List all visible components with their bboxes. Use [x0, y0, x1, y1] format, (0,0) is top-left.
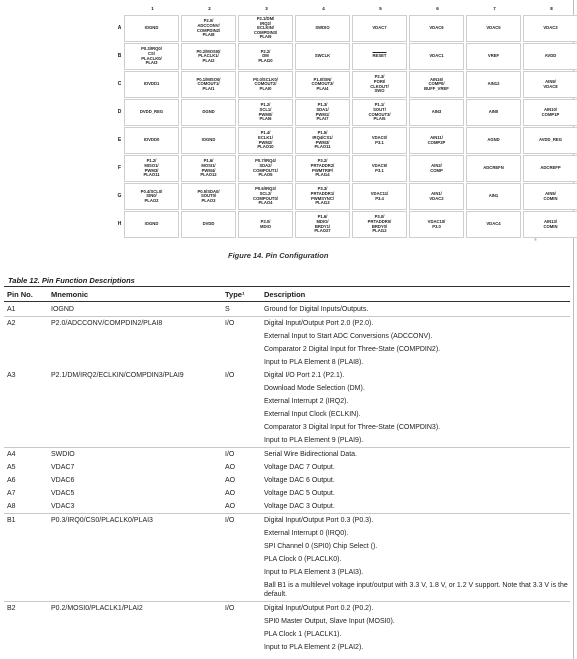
- pin-cell: P3.2/ PRTADDR2/ PWMTRIP/ PLAI14: [295, 155, 350, 182]
- cell-type: I/O: [225, 605, 235, 612]
- description-line: Voltage DAC 6 Output.: [264, 477, 335, 484]
- cell-mnemonic: VDAC7: [51, 464, 75, 471]
- pin-cell: VDAC4: [466, 211, 521, 238]
- pin-row-b: [116, 43, 577, 71]
- pin-cell: IOVDD1: [124, 71, 179, 98]
- description-line: External Input Clock (ECLKIN).: [264, 411, 361, 418]
- description-line: Digital I/O Port 2.1 (P2.1).: [264, 372, 345, 379]
- description-line: Digital Input/Output Port 0.3 (P0.3).: [264, 517, 374, 524]
- pin-cell: IOVDD0: [124, 127, 179, 154]
- pin-cell: AIN9/ VDAC8: [523, 71, 577, 98]
- cell-type: I/O: [225, 451, 235, 458]
- cell-pin-no: A7: [7, 490, 16, 497]
- description-line: Comparator 3 Digital Input for Three-State (COMPDIN3).: [264, 424, 441, 431]
- pin-cell: P1.2/ MISO1/ PWM3/ PLAO11: [124, 155, 179, 182]
- header-description: Description: [264, 290, 306, 299]
- cell-pin-no: A5: [7, 464, 16, 471]
- pin-cell: P2.0/ ADCCONV/ COMPDIN2/ PLAI8: [181, 15, 236, 42]
- description-line: SPI Channel 0 (SPI0) Chip Select ().: [264, 543, 378, 550]
- pin-cell: AIN12: [466, 71, 521, 98]
- pin-cell: P1.0/SIN/ COMOUT3/ PLAI4: [295, 71, 350, 98]
- pin-row-d: [116, 99, 577, 127]
- pin-row-c: [116, 71, 577, 99]
- pin-cell: P0.2/MOSI0/ PLACLK1/ PLAI2: [181, 43, 236, 70]
- pin-cell: P2.3/ PORI/ CLKOUT/ SWO: [352, 71, 407, 98]
- pin-cell: P1.4/ ECLK1/ PWM2/ PLAO10: [238, 127, 293, 154]
- cell-pin-no: A6: [7, 477, 16, 484]
- pin-cell: P1.6/ MOSI1/ PWM4/ PLAO12: [181, 155, 236, 182]
- cell-description: [264, 303, 570, 316]
- pin-cell: P0.3/IRQ0/ CS/ PLACLK0/ PLAI3: [124, 43, 179, 70]
- pin-cell: P2.2/ DM PLAI10: [238, 43, 293, 70]
- column-number: 1: [151, 6, 154, 11]
- pin-cell: P0.1/MISO0/ COMOUT1/ PLAI1: [181, 71, 236, 98]
- pin-cell: IOGND: [124, 211, 179, 238]
- row-letter: B: [117, 53, 122, 59]
- pin-cell: AVDD_REG: [523, 127, 577, 154]
- description-line: Serial Wire Bidirectional Data.: [264, 451, 357, 458]
- description-line: External Interrupt 2 (IRQ2).: [264, 398, 349, 405]
- cell-mnemonic: P0.3/IRQ0/CS0/PLACLK0/PLAI3: [51, 517, 153, 524]
- row-letter: A: [117, 25, 122, 31]
- cell-type: AO: [225, 490, 236, 497]
- cell-description: [264, 474, 570, 487]
- description-line: Input to PLA Element 3 (PLAI3).: [264, 569, 364, 576]
- cell-type: AO: [225, 477, 236, 484]
- column-number: 5: [379, 6, 382, 11]
- pin-cell: P0.0/SCLK0/ COMOUT2/ PLAI0: [238, 71, 293, 98]
- pin-cell: AIN11/ COMP2P: [409, 127, 464, 154]
- figure-caption: Figure 14. Pin Configuration: [228, 251, 329, 260]
- description-line: PLA Clock 0 (PLACLK0).: [264, 556, 342, 563]
- pin-cell: P1.5/ IRQ4/CS1/ PWM3/ PLAO11: [295, 127, 350, 154]
- pin-cell: VREF: [466, 43, 521, 70]
- pin-cell: AIN1/ VDAC2: [409, 183, 464, 210]
- header-mnemonic: Mnemonic: [51, 290, 89, 299]
- cell-description: [264, 317, 570, 369]
- column-number: 7: [493, 6, 496, 11]
- cell-mnemonic: P2.1/DM/IRQ2/ECLKIN/COMPDIN3/PLAI9: [51, 372, 184, 379]
- pin-cell: IOGND: [181, 127, 236, 154]
- pin-cell: DGND: [181, 99, 236, 126]
- cell-type: I/O: [225, 320, 235, 327]
- cell-description: [264, 448, 570, 461]
- pin-cell: DVDD: [181, 211, 236, 238]
- pin-cell: P1.6/ MDIO/ BRDY1/ PLAO27: [295, 211, 350, 238]
- pin-cell: P0.6/IRQ3/ SCL2/ COMPOUT0/ PLAO4: [238, 183, 293, 210]
- pin-cell: AIN10/ COMP1P: [523, 99, 577, 126]
- row-letter: F: [117, 165, 122, 171]
- table-header-rule: [4, 301, 570, 302]
- column-number: 3: [265, 6, 268, 11]
- pin-cell: VDAC6: [409, 15, 464, 42]
- pin-cell: VDAC10/ P3.0: [409, 211, 464, 238]
- description-line: Ball B1 is a multilevel voltage input/output with 3.3 V, 1.8 V, or 1.2 V support. Note that 3.3 V is the default.: [264, 582, 568, 598]
- cell-description: [264, 369, 570, 447]
- row-letter: D: [117, 109, 122, 115]
- cell-type: AO: [225, 503, 236, 510]
- pin-cell: SWCLK: [295, 43, 350, 70]
- pin-cell: VDAC7: [352, 15, 407, 42]
- row-letter: G: [117, 193, 122, 199]
- cell-mnemonic: VDAC3: [51, 503, 75, 510]
- column-number: 8: [550, 6, 553, 11]
- cell-pin-no: A8: [7, 503, 16, 510]
- description-line: Input to PLA Element 2 (PLAI2).: [264, 644, 364, 651]
- pin-row-e: [116, 127, 577, 155]
- pin-cell: P2.1/DM/ IRQ2/ ECLKIN/ COMPDIN3/ PLAI9: [238, 15, 293, 42]
- description-line: Ground for Digital Inputs/Outputs.: [264, 306, 369, 313]
- column-number: 2: [208, 6, 211, 11]
- cell-mnemonic: VDAC6: [51, 477, 75, 484]
- pin-cell: P1.2/ SCL1/ PWM0/ PLAI6: [238, 99, 293, 126]
- cell-description: [264, 461, 570, 474]
- column-numbers: [124, 6, 577, 14]
- pin-cell: P0.4/SCL0/ SIN0/ PLAO2: [124, 183, 179, 210]
- description-line: Digital Input/Output Port 2.0 (P2.0).: [264, 320, 374, 327]
- pin-cell: AIN3: [409, 99, 464, 126]
- pin-cell: P3.3/ PRTADDR1/ PWMSYNC/ PLAI13: [295, 183, 350, 210]
- row-letter: C: [117, 81, 122, 87]
- description-line: Download Mode Selection (DM).: [264, 385, 365, 392]
- cell-mnemonic: SWDIO: [51, 451, 75, 458]
- description-line: Voltage DAC 3 Output.: [264, 503, 335, 510]
- description-line: External Input to Start ADC Conversions (ADCCONV).: [264, 333, 433, 340]
- cell-pin-no: A4: [7, 451, 16, 458]
- pin-row-f: [116, 155, 577, 183]
- cell-type: I/O: [225, 372, 235, 379]
- pin-row-h: [116, 211, 577, 239]
- pin-cell: VDAC1: [409, 43, 464, 70]
- pin-row-a: [116, 15, 577, 43]
- pin-cell: P3.0/ PRTADDR0/ BRDY0/ PLAI12: [352, 211, 407, 238]
- column-number: 6: [436, 6, 439, 11]
- pin-cell: AIN13/ COMIN: [523, 211, 577, 238]
- pin-cell: ADCREFN: [466, 155, 521, 182]
- table-top-rule: [4, 286, 570, 287]
- pin-cell: P1.3/ SDA1/ PWM1/ PLAI7: [295, 99, 350, 126]
- cell-pin-no: A1: [7, 306, 16, 313]
- description-line: Digital Input/Output Port 0.2 (P0.2).: [264, 605, 374, 612]
- pin-cell: P0.7/IRQ4/ SDA2/ COMPOUT1/ PLAO5: [238, 155, 293, 182]
- table-title: Table 12. Pin Function Descriptions: [8, 276, 135, 285]
- description-line: Input to PLA Element 8 (PLAI8).: [264, 359, 364, 366]
- pin-cell: SWDIO: [295, 15, 350, 42]
- description-line: External Interrupt 0 (IRQ0).: [264, 530, 349, 537]
- pin-cell: AIN0: [466, 99, 521, 126]
- pin-cell: AIN16/ COMP0/ BUFF_VREF: [409, 71, 464, 98]
- description-line: SPI0 Master Output, Slave Input (MOSI0).: [264, 618, 395, 625]
- cell-mnemonic: P0.2/MOSI0/PLACLK1/PLAI2: [51, 605, 143, 612]
- pin-cell: VDAC0/ P3.1: [352, 127, 407, 154]
- pin-cell: AIN2/ COMP: [409, 155, 464, 182]
- pin-cell: P1.1/ SOUT/ COMOUT3/ PLAI5: [352, 99, 407, 126]
- pin-row-g: [116, 183, 577, 211]
- pin-cell: ADCREFP: [523, 155, 577, 182]
- cell-mnemonic: P2.0/ADCCONV/COMPDIN2/PLAI8: [51, 320, 163, 327]
- cell-pin-no: A2: [7, 320, 16, 327]
- pin-cell: VDAC3: [523, 15, 577, 42]
- pin-cell: AGND: [466, 127, 521, 154]
- pin-cell: P0.5/SDA0/ SOUT0/ PLAO3: [181, 183, 236, 210]
- description-line: Input to PLA Element 9 (PLAI9).: [264, 437, 364, 444]
- header-pin-no: Pin No.: [7, 290, 33, 299]
- description-line: Voltage DAC 7 Output.: [264, 464, 335, 471]
- pin-cell: AVDD: [523, 43, 577, 70]
- cell-description: [264, 602, 570, 654]
- cell-mnemonic: VDAC5: [51, 490, 75, 497]
- cell-mnemonic: IOGND: [51, 306, 74, 313]
- pin-cell: IOGND: [124, 15, 179, 42]
- cell-type: I/O: [225, 517, 235, 524]
- cell-pin-no: A3: [7, 372, 16, 379]
- cell-type: AO: [225, 464, 236, 471]
- cell-description: [264, 487, 570, 500]
- cell-description: [264, 514, 570, 601]
- row-letter: H: [117, 221, 122, 227]
- cell-pin-no: B1: [7, 517, 16, 524]
- figure-marker: ®: [534, 237, 537, 242]
- column-number: 4: [322, 6, 325, 11]
- pin-cell: DVDD_REG: [124, 99, 179, 126]
- description-line: PLA Clock 1 (PLACLK1).: [264, 631, 342, 638]
- pin-cell: AIN1: [466, 183, 521, 210]
- cell-type: S: [225, 306, 230, 313]
- pin-cell: VDAC9/ P3.1: [352, 155, 407, 182]
- row-letter: E: [117, 137, 122, 143]
- description-line: Comparator 2 Digital Input for Three-State (COMPDIN2).: [264, 346, 441, 353]
- description-line: Voltage DAC 5 Output.: [264, 490, 335, 497]
- cell-pin-no: B2: [7, 605, 16, 612]
- pin-cell: RESET: [352, 43, 407, 70]
- cell-description: [264, 500, 570, 513]
- pin-cell: VDAC5: [466, 15, 521, 42]
- pin-cell: AIN5/ COMIN: [523, 183, 577, 210]
- pin-cell: P3.0/ MDIO: [238, 211, 293, 238]
- pin-cell: VDAC11/ P3.4: [352, 183, 407, 210]
- header-type: Type¹: [225, 290, 245, 299]
